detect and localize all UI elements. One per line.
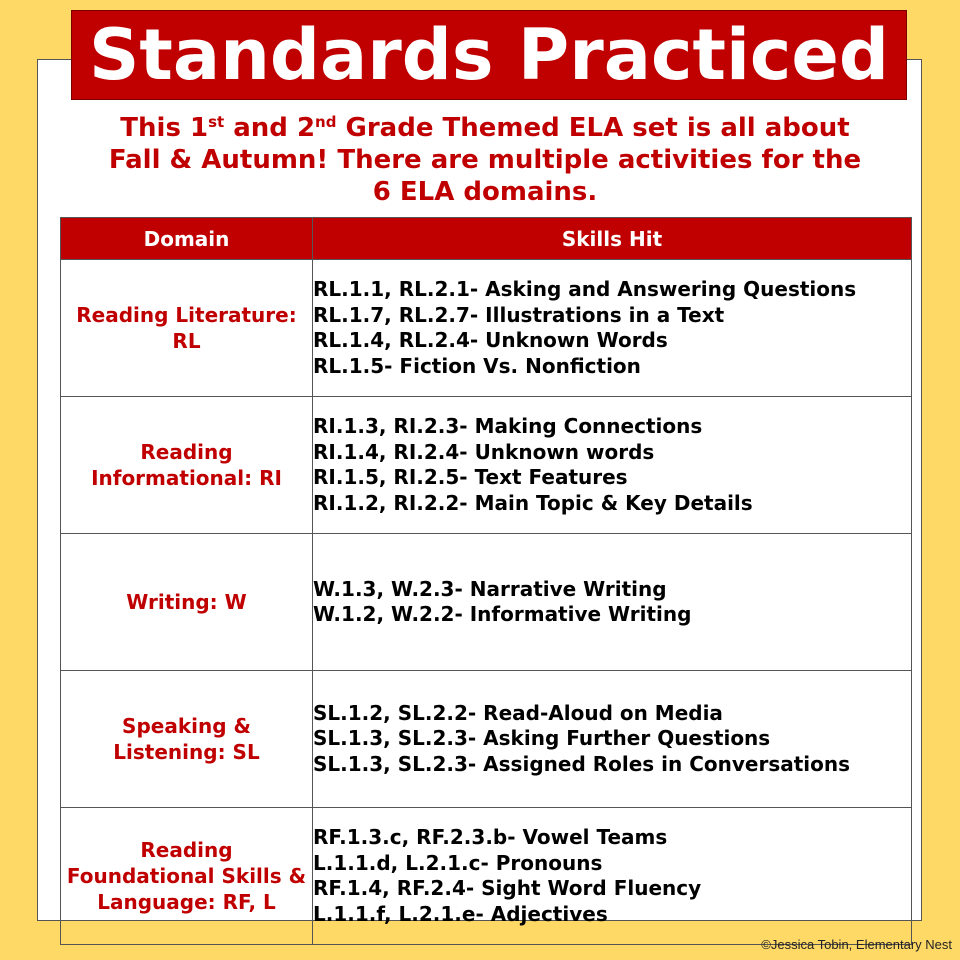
domain-line: RL [172,329,201,353]
skill-item: SL.1.3, SL.2.3- Asking Further Questions [313,726,771,751]
skill-item: RL.1.1, RL.2.1- Asking and Answering Questions [313,277,857,301]
standards-table [60,217,912,945]
domain-cell [61,808,313,945]
skill-item: RI.1.4, RI.2.4- Unknown words [313,439,655,464]
domain-line: Reading Literature: [76,303,297,327]
skills-cell [313,397,912,534]
table-row [61,260,912,397]
intro-part-2: and 2 [224,113,316,143]
skill-item: RL.1.4, RL.2.4- Unknown Words [313,328,668,352]
domain-cell [61,671,313,808]
intro-text [60,112,910,208]
table-body [61,260,912,945]
skill-item: SL.1.2, SL.2.2- Read-Aloud on Media [313,700,723,725]
intro-part-3: Grade Themed ELA set is all about [336,113,850,143]
skill-item: RL.1.5- Fiction Vs. Nonfiction [313,353,641,378]
table-row [61,671,912,808]
copyright-footer: ©Jessica Tobin, Elementary Nest [761,937,952,952]
table-row [61,808,912,945]
header-skills: Skills Hit [313,218,912,260]
domain-line: Language: RF, L [97,890,276,914]
table-header-row [61,218,912,260]
header-domain: Domain [61,218,313,260]
skill-item: RI.1.3, RI.2.3- Making Connections [313,414,703,438]
skill-item: L.1.1.f, L.2.1.e- Adjectives [313,901,608,926]
title-banner [71,10,907,100]
skills-cell [313,808,912,945]
skill-item: W.1.3, W.2.3- Narrative Writing [313,576,667,601]
intro-part-1: This 1 [120,113,209,143]
skill-item: RF.1.4, RF.2.4- Sight Word Fluency [313,876,702,900]
domain-line: Speaking & [122,714,251,738]
skill-item: RI.1.2, RI.2.2- Main Topic & Key Details [313,490,753,515]
domain-line: Reading [140,838,233,862]
table-row [61,534,912,671]
page-title: Standards Practiced [88,14,890,96]
domain-cell [61,397,313,534]
domain-line: Listening: SL [113,740,260,764]
intro-sup-2: nd [315,113,337,131]
domain-line: Reading [140,440,233,464]
skill-item: L.1.1.d, L.2.1.c- Pronouns [313,850,603,875]
domain-line: Informational: RI [91,466,282,490]
domain-cell [61,534,313,671]
skill-item: RI.1.5, RI.2.5- Text Features [313,465,628,489]
skill-item: RL.1.7, RL.2.7- Illustrations in a Text [313,302,725,327]
intro-line-3: 6 ELA domains. [372,177,598,207]
skills-cell [313,671,912,808]
domain-line: Writing: W [126,590,247,614]
skill-item: RF.1.3.c, RF.2.3.b- Vowel Teams [313,825,668,849]
skills-cell [313,534,912,671]
skill-item: W.1.2, W.2.2- Informative Writing [313,602,692,626]
intro-line-1 [60,112,910,144]
domain-cell [61,260,313,397]
intro-sup-1: st [208,113,225,131]
skills-cell [313,260,912,397]
domain-line: Foundational Skills & [66,864,307,888]
intro-line-2: Fall & Autumn! There are multiple activities for the [108,145,862,175]
table-row [61,397,912,534]
skill-item: SL.1.3, SL.2.3- Assigned Roles in Conversations [313,751,851,776]
